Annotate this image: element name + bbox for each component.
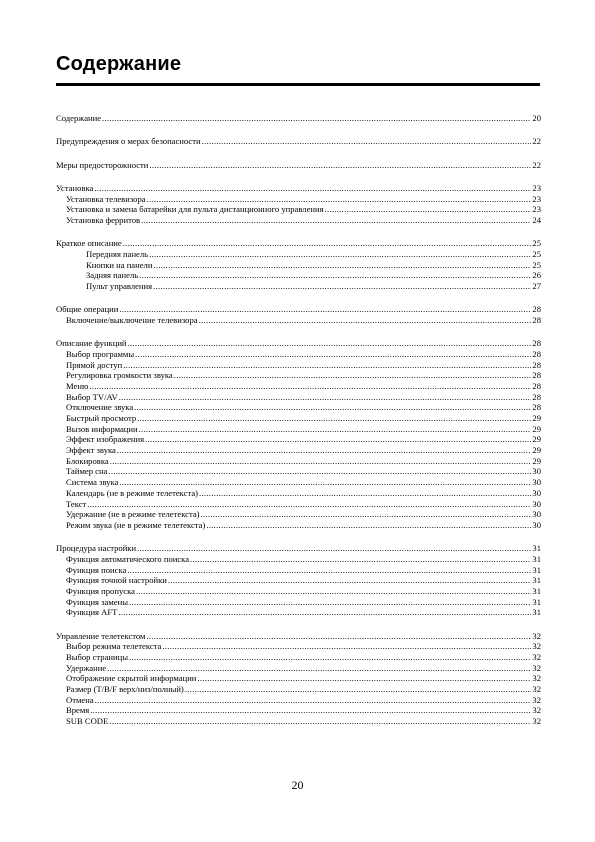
toc-entry-page: 30 <box>532 477 541 488</box>
dot-leader <box>137 413 531 424</box>
toc-entry-page: 32 <box>532 662 541 673</box>
toc-entry-page: 28 <box>532 348 541 359</box>
toc-subentry[interactable] <box>56 370 541 381</box>
toc-entry-page: 23 <box>532 193 541 204</box>
toc-entry-title: Эффект изображения <box>66 434 145 445</box>
toc-entry-page: 28 <box>532 402 541 413</box>
toc-entry-title: Отключение звука <box>66 402 134 413</box>
toc-entry-page: 29 <box>532 423 541 434</box>
toc-entry-title: Управление телетекстом <box>56 630 146 641</box>
toc-entry-title: Календарь (не в режиме телетекста) <box>66 487 198 498</box>
toc-entry-title: Выбор страницы <box>66 651 128 662</box>
dot-leader <box>145 434 531 445</box>
dot-leader <box>206 520 531 531</box>
toc-entry-title: Меры предосторожности <box>56 159 149 170</box>
toc-entry-title: Регулировка громкости звука <box>66 370 173 381</box>
toc-entry-title: Размер (T/B/F верх/низ/полный) <box>66 684 184 694</box>
toc-entry-title: Отображение скрытой информации <box>66 673 197 684</box>
toc-entry-title: Содержание <box>56 113 102 123</box>
toc-subentry[interactable] <box>56 477 541 488</box>
toc-subentry[interactable] <box>56 716 541 727</box>
toc-subentry[interactable] <box>56 488 541 499</box>
toc-subentry[interactable] <box>56 554 541 565</box>
toc-subentry[interactable] <box>56 705 541 716</box>
toc-entry-page: 31 <box>532 553 541 564</box>
toc-entry-page: 23 <box>532 182 541 193</box>
toc-subentry[interactable] <box>56 575 541 586</box>
toc-entry-title: Удержание <box>66 662 107 673</box>
toc-entry-title: Пульт управления <box>86 280 153 291</box>
dot-leader <box>149 160 531 171</box>
toc-section-entry[interactable] <box>56 238 541 249</box>
toc-entry-page: 22 <box>532 136 541 147</box>
toc-entry-title: Эффект звука <box>66 445 116 456</box>
dot-leader <box>109 716 531 727</box>
toc-entry-title: Функция AFT <box>66 607 118 618</box>
dot-leader <box>94 183 531 194</box>
toc-subentry[interactable] <box>56 565 541 576</box>
toc-entry-title: Система звука <box>66 477 119 488</box>
dot-leader <box>325 204 532 215</box>
toc-entry-page: 32 <box>532 705 541 716</box>
toc-entry-page: 29 <box>532 445 541 456</box>
page-number: 20 <box>291 778 304 792</box>
toc-entry-page: 30 <box>532 498 541 509</box>
toc-entry-title: Задняя панель <box>86 270 139 281</box>
toc-subentry[interactable] <box>56 499 541 510</box>
toc-entry-page: 28 <box>532 359 541 370</box>
dot-leader <box>202 136 532 147</box>
dot-leader <box>190 554 531 565</box>
toc-entry-page: 30 <box>532 509 541 520</box>
dot-leader <box>135 349 531 360</box>
toc-entry-page: 22 <box>532 159 541 170</box>
toc-section <box>56 160 541 171</box>
toc-subentry[interactable] <box>56 641 541 652</box>
toc-entry-page: 28 <box>532 370 541 381</box>
dot-leader <box>136 586 531 597</box>
dot-leader <box>123 238 532 249</box>
toc-entry-title: Функция замены <box>66 596 128 607</box>
toc-entry-title: Отмена <box>66 694 94 705</box>
toc-entry-page: 31 <box>532 607 541 618</box>
toc-entry-title: Таймер сна <box>66 466 108 477</box>
toc-entry-title: Выбор TV/AV <box>66 391 118 402</box>
dot-leader <box>147 194 532 205</box>
dot-leader <box>199 488 531 499</box>
toc-entry-title: Меню <box>66 380 89 391</box>
toc-entry-title: Удержание (не в режиме телетекста) <box>66 509 200 520</box>
dot-leader <box>139 424 532 435</box>
toc-entry-page: 25 <box>532 259 541 270</box>
toc-entry-page: 29 <box>532 434 541 445</box>
dot-leader <box>168 575 532 586</box>
toc-entry-title: Текст <box>66 498 87 509</box>
dot-leader <box>95 695 532 706</box>
toc-section-entry[interactable] <box>56 160 541 171</box>
toc-subentry[interactable] <box>56 392 541 403</box>
dot-leader <box>123 360 531 371</box>
dot-leader <box>110 456 532 467</box>
dot-leader <box>153 260 531 271</box>
toc-section <box>56 113 541 124</box>
toc-subentry[interactable] <box>56 194 541 205</box>
toc-entry-title: Выбор программы <box>66 348 135 359</box>
toc-entry-title: SUB CODE <box>66 716 109 727</box>
toc-entry-page: 31 <box>532 564 541 575</box>
toc-entry-page: 30 <box>532 487 541 498</box>
toc-entry-page: 28 <box>532 380 541 391</box>
toc-subentry[interactable] <box>56 349 541 360</box>
toc-subentry[interactable] <box>56 260 541 271</box>
toc-subentry[interactable] <box>56 456 541 467</box>
toc-entry-page: 28 <box>532 338 541 349</box>
toc-entry-title: Функция автоматического поиска <box>66 553 190 564</box>
title-divider <box>56 83 540 86</box>
toc-entry-page: 31 <box>532 596 541 607</box>
toc-entry-title: Кнопки на панели <box>86 259 153 270</box>
toc-section <box>56 338 541 530</box>
toc-subentry[interactable] <box>56 315 541 326</box>
toc-entry-title: Функция пропуска <box>66 585 135 596</box>
toc-entry-title: Установка телевизора <box>66 193 146 204</box>
toc-entry-page: 31 <box>532 575 541 586</box>
toc-entry-page: 31 <box>532 543 541 554</box>
toc-entry-page: 28 <box>532 391 541 402</box>
toc-subentry[interactable] <box>56 509 541 520</box>
toc-section <box>56 304 541 325</box>
toc-section-entry[interactable] <box>56 631 541 642</box>
dot-leader <box>197 673 531 684</box>
toc-entry-page: 20 <box>532 113 541 123</box>
toc-subentry[interactable] <box>56 360 541 371</box>
toc-entry-page: 31 <box>532 585 541 596</box>
toc-section <box>56 136 541 147</box>
toc-entry-title: Выбор режима телетекста <box>66 641 162 652</box>
dot-leader <box>129 652 531 663</box>
dot-leader <box>201 509 532 520</box>
toc-entry-page: 32 <box>532 630 541 641</box>
toc-subentry[interactable] <box>56 466 541 477</box>
dot-leader <box>139 270 531 281</box>
dot-leader <box>174 370 532 381</box>
toc-entry-page: 23 <box>532 204 541 215</box>
toc-subentry[interactable] <box>56 607 541 618</box>
dot-leader <box>128 338 532 349</box>
toc-subentry[interactable] <box>56 215 541 226</box>
toc-entry-page: 32 <box>532 641 541 652</box>
toc-entry-title: Процедура настройки <box>56 543 137 554</box>
toc-subentry[interactable] <box>56 520 541 531</box>
toc-section-entry[interactable] <box>56 543 541 554</box>
toc-entry-page: 29 <box>532 413 541 423</box>
toc-section-entry[interactable] <box>56 304 541 315</box>
toc-section <box>56 543 541 618</box>
dot-leader <box>119 392 532 403</box>
toc-entry-page: 28 <box>532 304 541 315</box>
toc-section-entry[interactable] <box>56 183 541 194</box>
toc-entry-title: Прямой доступ <box>66 359 123 370</box>
toc-entry-page: 30 <box>532 519 541 530</box>
toc-entry-page: 32 <box>532 694 541 705</box>
toc-entry-page: 25 <box>532 238 541 249</box>
page-title: Содержание <box>56 53 182 75</box>
toc-entry-page: 32 <box>532 716 541 727</box>
toc-entry-title: Предупреждения о мерах безопасности <box>56 136 201 147</box>
toc-subentry[interactable] <box>56 434 541 445</box>
toc-subentry[interactable] <box>56 652 541 663</box>
dot-leader <box>149 249 531 260</box>
toc-entry-page: 27 <box>532 280 541 291</box>
toc-subentry[interactable] <box>56 281 541 292</box>
dot-leader <box>119 477 531 488</box>
toc-subentry[interactable] <box>56 586 541 597</box>
dot-leader <box>119 304 531 315</box>
dot-leader <box>185 684 532 695</box>
toc-subentry[interactable] <box>56 381 541 392</box>
toc-section-entry[interactable] <box>56 338 541 349</box>
dot-leader <box>89 381 531 392</box>
table-of-contents <box>56 113 541 739</box>
dot-leader <box>127 565 531 576</box>
toc-entry-title: Установка ферритов <box>66 214 141 225</box>
toc-subentry[interactable] <box>56 597 541 608</box>
toc-entry-title: Передняя панель <box>86 248 149 259</box>
dot-leader <box>102 113 531 124</box>
toc-subentry[interactable] <box>56 695 541 706</box>
toc-entry-title: Функция поиска <box>66 564 127 575</box>
toc-entry-page: 24 <box>532 214 541 225</box>
toc-entry-title: Установка и замена батарейки для пульта дистанционного управления <box>66 204 324 215</box>
toc-subentry[interactable] <box>56 424 541 435</box>
toc-entry-page: 30 <box>532 466 541 477</box>
toc-subentry[interactable] <box>56 413 541 424</box>
toc-entry-page: 28 <box>532 314 541 325</box>
toc-entry-title: Общие операции <box>56 304 119 315</box>
toc-entry-title: Блокировка <box>66 455 109 466</box>
toc-subentry[interactable] <box>56 249 541 260</box>
dot-leader <box>118 607 531 618</box>
toc-section <box>56 631 541 727</box>
toc-subentry[interactable] <box>56 270 541 281</box>
dot-leader <box>90 705 531 716</box>
toc-subentry[interactable] <box>56 673 541 684</box>
dot-leader <box>107 663 531 674</box>
toc-entry-title: Включение/выключение телевизора <box>66 314 198 325</box>
toc-entry-title: Установка <box>56 182 94 193</box>
toc-entry-page: 26 <box>532 270 541 281</box>
toc-entry-page: 25 <box>532 248 541 259</box>
toc-section-entry[interactable] <box>56 113 541 124</box>
dot-leader <box>87 499 531 510</box>
dot-leader <box>153 281 531 292</box>
dot-leader <box>137 543 531 554</box>
dot-leader <box>162 641 531 652</box>
toc-section <box>56 238 541 291</box>
dot-leader <box>108 466 531 477</box>
toc-subentry[interactable] <box>56 445 541 456</box>
toc-entry-page: 32 <box>532 651 541 662</box>
toc-entry-page: 29 <box>532 455 541 466</box>
toc-entry-page: 32 <box>532 684 541 694</box>
dot-leader <box>129 597 531 608</box>
toc-subentry[interactable] <box>56 402 541 413</box>
dot-leader <box>117 445 532 456</box>
toc-subentry[interactable] <box>56 204 541 215</box>
dot-leader <box>146 631 531 642</box>
toc-section <box>56 183 541 226</box>
toc-entry-title: Описание функций <box>56 338 127 349</box>
toc-section-entry[interactable] <box>56 136 541 147</box>
toc-entry-title: Быстрый просмотр <box>66 413 137 423</box>
dot-leader <box>141 215 531 226</box>
toc-subentry[interactable] <box>56 684 541 695</box>
toc-entry-title: Вызов информации <box>66 423 138 434</box>
toc-entry-page: 32 <box>532 673 541 684</box>
toc-entry-title: Функция точной настройки <box>66 575 167 586</box>
toc-entry-title: Режим звука (не в режиме телетекста) <box>66 519 206 530</box>
dot-leader <box>134 402 531 413</box>
dot-leader <box>199 315 532 326</box>
toc-subentry[interactable] <box>56 663 541 674</box>
toc-entry-title: Время <box>66 705 90 716</box>
toc-entry-title: Краткое описание <box>56 238 122 249</box>
